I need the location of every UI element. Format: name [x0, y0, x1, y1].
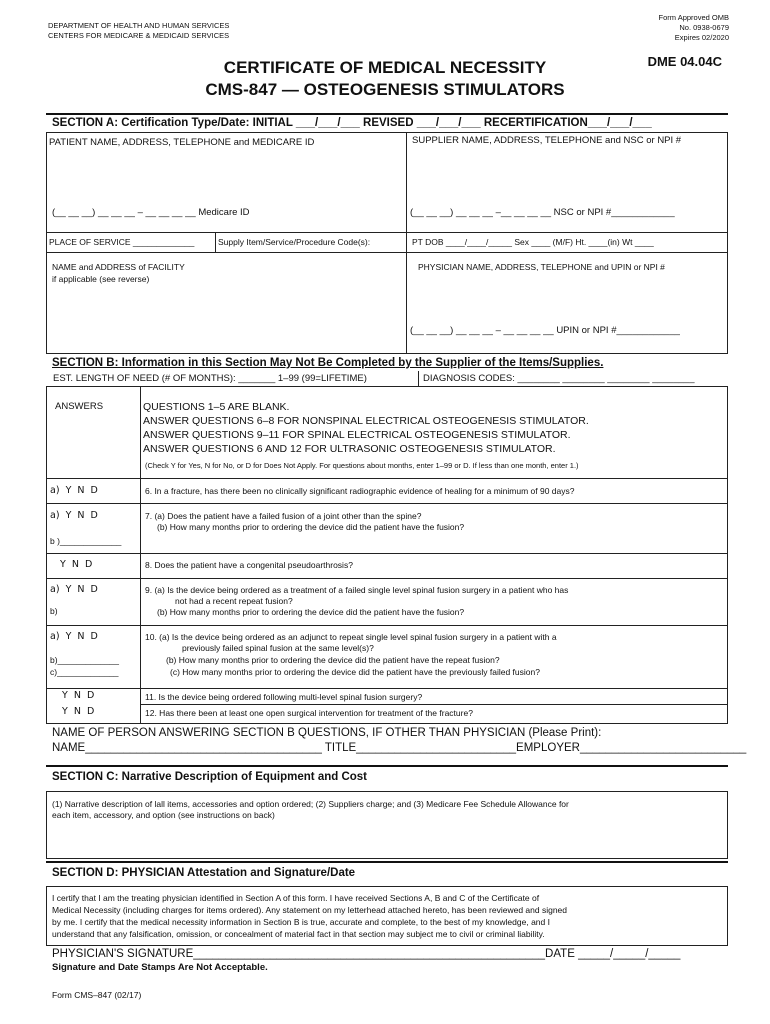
attestation-line-1: I certify that I am the treating physician identified in Section A of this form. I have received Sections A, B and C of the Certificate of: [52, 893, 540, 903]
supplier-phone-nsc-npi[interactable]: (__ __ __) __ __ __ –__ __ __ __ NSC or NPI #____________: [410, 207, 675, 218]
omb-line-3: Expires 02/2020: [674, 33, 729, 42]
attestation-line-2: Medical Necessity (including charges for items ordered). Any statement on my letterhead attached hereto, has been reviewed and signed: [52, 905, 568, 915]
section-c-heading: SECTION C: Narrative Description of Equipment and Cost: [52, 771, 368, 783]
q9a-answer[interactable]: a) Y N D: [50, 584, 98, 595]
physician-signature-date-line[interactable]: PHYSICIAN'S SIGNATURE_______________________________________________________DATE _____/_____/_____: [52, 948, 681, 960]
q6-answer[interactable]: a) Y N D: [50, 485, 98, 496]
q10b-text: (b) How many months prior to ordering the device did the patient have the repeat fusion?: [166, 655, 500, 665]
section-a-heading: SECTION A: Certification Type/Date: INITIAL ___/___/___ REVISED ___/___/___ RECERTIFICATION___/___/___: [52, 117, 652, 129]
supplier-label: SUPPLIER NAME, ADDRESS, TELEPHONE and NSC or NPI #: [412, 135, 682, 146]
place-of-service-field[interactable]: PLACE OF SERVICE _____________: [49, 237, 195, 247]
patient-label: PATIENT NAME, ADDRESS, TELEPHONE and MEDICARE ID: [49, 137, 315, 148]
omb-line-1: Form Approved OMB: [658, 13, 729, 22]
instruction-4: ANSWER QUESTIONS 6 AND 12 FOR ULTRASONIC OSTEOGENESIS STIMULATOR.: [143, 443, 556, 455]
instruction-2: ANSWER QUESTIONS 6–8 FOR NONSPINAL ELECTRICAL OSTEOGENESIS STIMULATOR.: [143, 415, 589, 427]
form-title-line-2: CMS-847 — OSTEOGENESIS STIMULATORS: [205, 80, 565, 99]
est-length-of-need[interactable]: EST. LENGTH OF NEED (# OF MONTHS): _______ 1–99 (99=LIFETIME): [53, 373, 367, 384]
attestation-line-3: by me. I certify that the medical necessity information in Section B is true, accurate and complete, to the best of my knowledge, and I: [52, 917, 550, 927]
supply-codes-field[interactable]: Supply Item/Service/Procedure Code(s):: [218, 237, 371, 247]
patient-dob-sex-height-weight[interactable]: PT DOB ____/____/_____ Sex ____ (M/F) Ht. ____(in) Wt ____: [412, 237, 654, 247]
physician-phone-upin-npi[interactable]: (__ __ __) __ __ __ – __ __ __ __ UPIN or NPI #____________: [410, 325, 680, 336]
answers-label: ANSWERS: [55, 401, 104, 412]
omb-line-2: No. 0938-0679: [679, 23, 729, 32]
q9a-text-1: 9. (a) Is the device being ordered as a treatment of a failed single level spinal fusion surgery in a patient who has: [145, 585, 569, 595]
form-title-line-1: CERTIFICATE OF MEDICAL NECESSITY: [223, 58, 547, 77]
q10a-text-2: previously failed spinal fusion at the same level(s)?: [182, 643, 374, 653]
department-line-1: DEPARTMENT OF HEALTH AND HUMAN SERVICES: [48, 21, 230, 30]
form-code: DME 04.04C: [647, 54, 722, 69]
check-instructions: (Check Y for Yes, N for No, or D for Does Not Apply. For questions about months, enter 1–99 or D. If less than one month, enter 1.): [145, 461, 579, 470]
q12-text: 12. Has there been at least one open surgical intervention for treatment of the fracture?: [145, 708, 473, 718]
q10a-text-1: 10. (a) Is the device being ordered as an adjunct to repeat single level spinal fusion surgery in a patient with a: [145, 632, 557, 642]
physician-label: PHYSICIAN NAME, ADDRESS, TELEPHONE and UPIN or NPI #: [418, 262, 665, 272]
q10a-answer[interactable]: a) Y N D: [50, 631, 98, 642]
q9b-text: (b) How many months prior to ordering the device did the patient have the fusion?: [157, 607, 465, 617]
q7a-answer[interactable]: a) Y N D: [50, 510, 98, 521]
section-b-heading: SECTION B: Information in this Section May Not Be Completed by the Supplier of the Items/Supplies.: [52, 357, 604, 369]
section-d-heading: SECTION D: PHYSICIAN Attestation and Signature/Date: [52, 867, 356, 879]
patient-phone-medicare-id[interactable]: (__ __ __) __ __ __ – __ __ __ __ Medicare ID: [52, 207, 250, 218]
q10c-answer[interactable]: c)_____________: [50, 667, 119, 677]
q11-text: 11. Is the device being ordered following multi-level spinal fusion surgery?: [145, 692, 423, 702]
q10b-answer[interactable]: b)_____________: [50, 655, 120, 665]
diagnosis-codes[interactable]: DIAGNOSIS CODES: ________ ________ ________ ________: [423, 373, 695, 384]
q9a-text-2: not had a recent repeat fusion?: [175, 596, 293, 606]
attestation-line-4: understand that any falsification, omission, or concealment of material fact in that section may subject me to civil or criminal liability.: [52, 929, 545, 939]
q11-answer[interactable]: Y N D: [62, 690, 95, 701]
q7a-text: 7. (a) Does the patient have a failed fusion of a joint other than the spine?: [145, 511, 422, 521]
q7b-text: (b) How many months prior to ordering the device did the patient have the fusion?: [157, 522, 465, 532]
name-title-employer-line[interactable]: NAME_____________________________________ TITLE_________________________EMPLOYER__________________________: [52, 742, 747, 754]
instruction-1: QUESTIONS 1–5 ARE BLANK.: [143, 401, 290, 413]
q12-answer[interactable]: Y N D: [62, 706, 95, 717]
instruction-3: ANSWER QUESTIONS 9–11 FOR SPINAL ELECTRICAL OSTEOGENESIS STIMULATOR.: [143, 429, 571, 441]
q10c-text: (c) How many months prior to ordering the device did the patient have the previously failed fusion?: [170, 667, 540, 677]
q8-text: 8. Does the patient have a congenital pseudoarthrosis?: [145, 560, 353, 570]
person-answering-heading: NAME OF PERSON ANSWERING SECTION B QUESTIONS, IF OTHER THAN PHYSICIAN (Please Print):: [52, 727, 602, 739]
section-c-text-2: each item, accessory, and option (see instructions on back): [52, 810, 275, 820]
q6-text: 6. In a fracture, has there been no clinically significant radiographic evidence of healing for a minimum of 90 days?: [145, 486, 575, 496]
q7b-answer[interactable]: b )_____________: [50, 536, 122, 546]
facility-label-1: NAME and ADDRESS of FACILITY: [52, 262, 185, 272]
q9b-answer[interactable]: b): [50, 606, 58, 616]
form-number: Form CMS–847 (02/17): [52, 990, 142, 1000]
section-c-text-1: (1) Narrative description of lall items, accessories and option ordered; (2) Suppliers charge; and (3) Medicare Fee Schedule Allowance for: [52, 799, 569, 809]
facility-label-2: if applicable (see reverse): [52, 274, 150, 284]
department-line-2: CENTERS FOR MEDICARE & MEDICAID SERVICES: [48, 31, 230, 40]
q8-answer[interactable]: Y N D: [60, 559, 93, 570]
signature-stamp-note: Signature and Date Stamps Are Not Acceptable.: [52, 962, 268, 973]
